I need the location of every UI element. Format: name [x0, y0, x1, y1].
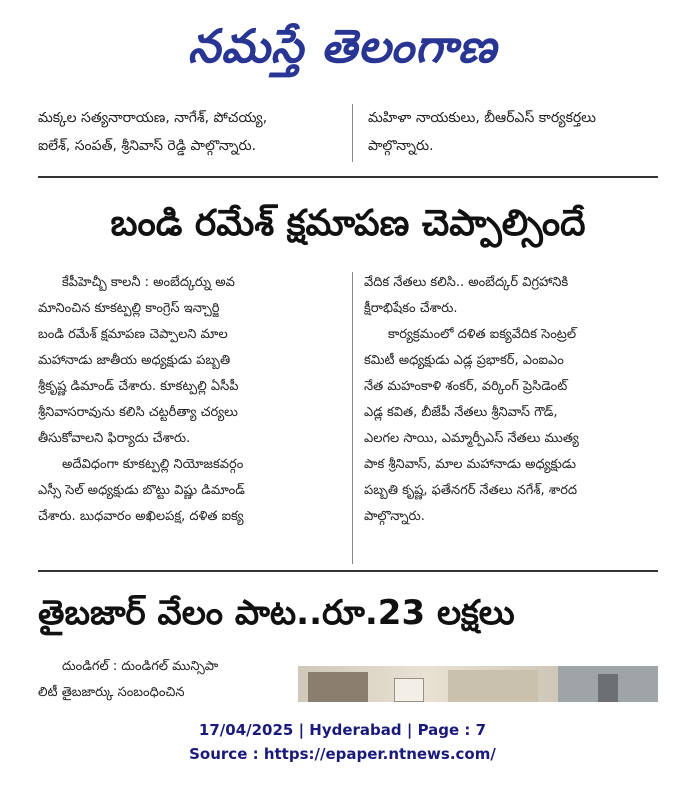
text-line: తీసుకోవాలని ఫిర్యాదు చేశారు. [38, 431, 191, 446]
text-line: ఐలేశ్, సంపత్, శ్రీనివాస్ రెడ్డి పాల్గొన్నారు. [38, 138, 257, 154]
article-headline: తైబజార్ వేలం పాట..రూ.23 లక్షలు [38, 593, 515, 633]
text-line: దుండిగల్ : దుండిగల్ మున్సిపా [62, 659, 219, 674]
clipping-footer [0, 718, 685, 766]
article-column-left [38, 270, 340, 530]
text-line: చేశారు. బుధవారం అఖిలపక్ష, దళిత ఐక్య [38, 509, 244, 524]
text-line: కమిటీ అధ్యక్షుడు ఎడ్ల ప్రభాకర్, ఎంఐఎం [364, 353, 564, 368]
masthead-title: నమస్తే తెలంగాణ [187, 19, 498, 73]
text-line: శ్రీనివాసరావును కలిసి చట్టరీత్యా చర్యలు [38, 405, 238, 420]
article-column-right [364, 270, 658, 530]
text-line: పబ్బతి కృష్ణ, ఫతేనగర్ నేతలు నగేశ్, శారద [364, 483, 578, 498]
text-line: మక్కల సత్యనారాయణ, నాగేశ్, పోచయ్య, [38, 110, 268, 126]
article-headline: బండి రమేశ్ క్షమాపణ చెప్పాల్సిందే [110, 203, 586, 244]
text-line: మానించిన కూకట్పల్లి కాంగ్రెస్ ఇన్చార్జి [38, 301, 220, 316]
text-line: శ్రీకృష్ణ డిమాండ్ చేశారు. కూకట్పల్లి ఏసీపీ [38, 379, 239, 394]
text-line: మహానాడు జాతీయ అధ్యక్షుడు పబ్బతి [38, 353, 231, 368]
text-line: కేపీహెచ్బీ కాలనీ : అంబేద్కర్ను అవ [62, 275, 235, 290]
text-line: అదేవిధంగా కూకట్పల్లి నియోజకవర్గం [62, 457, 244, 472]
column-divider [352, 272, 353, 564]
text-line: పాక శ్రీనివాస్, మాల మహానాడు అధ్యక్షుడు [364, 457, 576, 472]
text-line: పాల్గొన్నారు. [364, 509, 425, 524]
article-photo [298, 666, 658, 702]
text-line: నేత మహంకాళి శంకర్, వర్కింగ్ ప్రెసిడెంట్ [364, 379, 568, 394]
date-location-page: 17/04/2025 | Hyderabad | Page : 7 [198, 721, 487, 739]
text-line: మహిళా నాయకులు, బీఆర్ఎస్ కార్యకర్తలు [368, 110, 596, 126]
text-line: ఎలగల సాయి, ఎమ్మార్పీఎస్ నేతలు ముత్య [364, 431, 579, 446]
article-column-left [38, 654, 293, 706]
top-snippet-left [38, 104, 343, 160]
text-line: పాల్గొన్నారు. [368, 138, 434, 154]
column-divider [352, 104, 353, 162]
text-line: ఎస్సీ సెల్ అధ్యక్షుడు బొట్టు విష్ణు డిమాండ్ [38, 483, 245, 498]
section-divider [38, 570, 658, 572]
text-line: కార్యక్రమంలో దళిత ఐక్యవేదిక సెంట్రల్ [388, 327, 577, 342]
text-line: వేదిక నేతలు కలిసి.. అంబేద్కర్ విగ్రహానికి [364, 275, 569, 290]
section-divider [38, 176, 658, 178]
text-line: క్షీరాభిషేకం చేశారు. [364, 301, 458, 316]
text-line: లిటీ తైబజార్కు సంబంధించిన [38, 685, 185, 700]
top-snippet-right [368, 104, 673, 160]
text-line: బండి రమేశ్ క్షమాపణ చెప్పాలని మాల [38, 327, 228, 342]
text-line: ఎడ్ల కవిత, బీజేపీ నేతలు శ్రీనివాస్ గౌడ్, [364, 405, 558, 420]
source-link[interactable]: Source : https://epaper.ntnews.com/ [189, 745, 496, 763]
